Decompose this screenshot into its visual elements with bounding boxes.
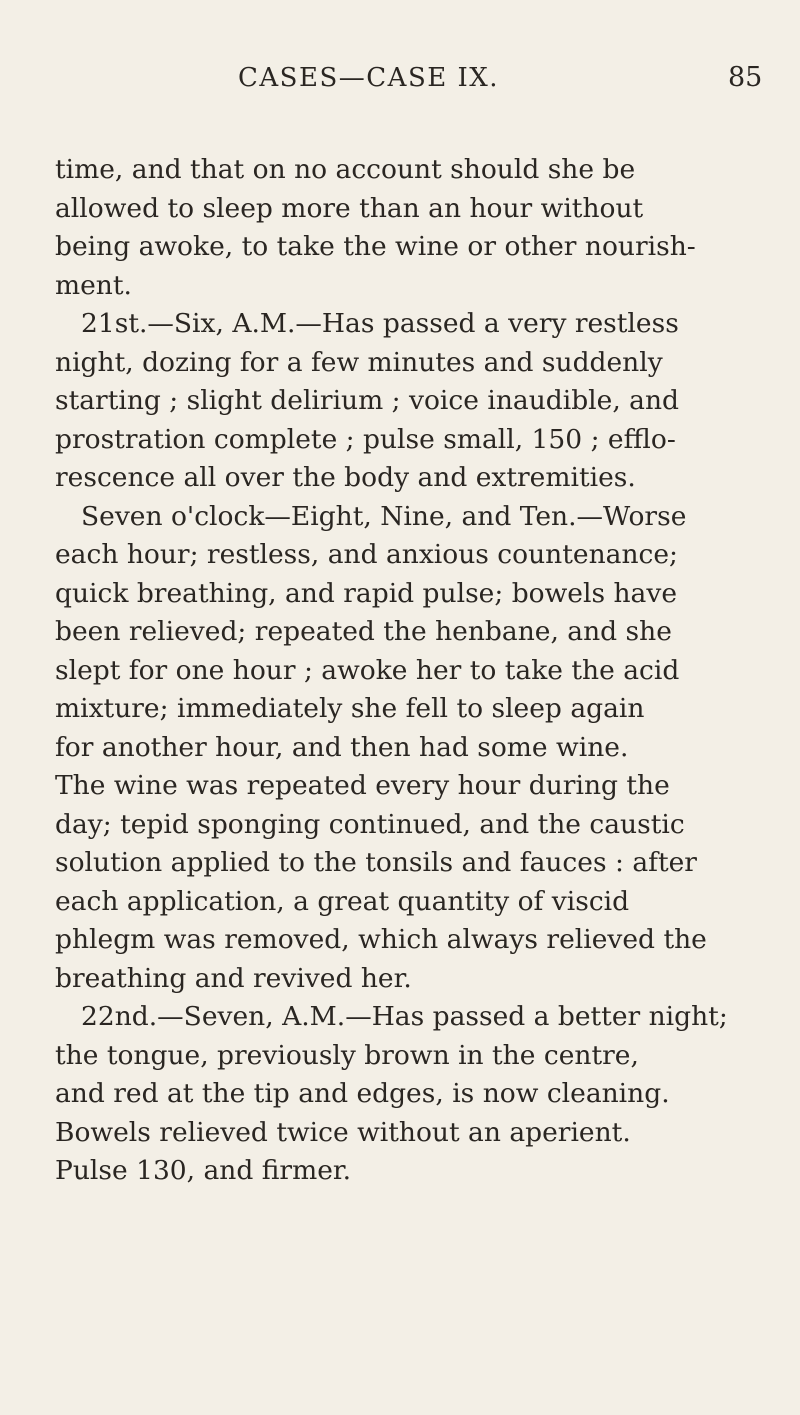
text-line: quick breathing, and rapid pulse; bowels have [55,577,677,609]
text-line: slept for one hour ; awoke her to take the acid [55,654,680,686]
text-line: being awoke, to take the wine or other nourish- [55,231,696,262]
text-line: and red at the tip and edges, is now cleaning. [55,1078,670,1109]
text-line: allowed to sleep more than an hour without [55,192,644,224]
text-line: phlegm was removed, which always relieved the [55,924,707,955]
text-line: starting ; slight delirium ; voice inaudible, and [55,385,680,416]
page-number: 85 [728,62,763,93]
running-head [0,58,800,98]
text-line: each application, a great quantity of viscid [55,885,630,917]
text-line: for another hour, and then had some wine. [55,731,629,763]
text-line: night, dozing for a few minutes and suddenly [55,346,663,378]
text-line: prostration complete ; pulse small, 150 ; efflo- [55,423,676,455]
text-line: Seven o'clock—Eight, Nine, and Ten.—Worse [81,500,687,532]
text-line: day; tepid sponging continued, and the caustic [55,808,685,840]
text-line: ment. [55,269,132,301]
text-line: The wine was repeated every hour during the [55,770,670,801]
text-line: time, and that on no account should she be [55,154,636,185]
text-line: the tongue, previously brown in the centre, [55,1039,639,1071]
body-text [55,151,795,1191]
text-line: mixture; immediately she fell to sleep again [55,693,645,724]
text-line: breathing and revived her. [55,962,412,994]
text-line: each hour; restless, and anxious countenance; [55,539,678,570]
text-line: Bowels relieved twice without an aperient. [55,1116,631,1148]
text-line: 22nd.—Seven, A.M.—Has passed a better night; [81,1001,728,1032]
text-line: 21st.—Six, A.M.—Has passed a very restless [81,308,679,339]
running-title: CASES—CASE IX. [238,63,500,93]
text-line: solution applied to the tonsils and fauces : after [55,847,697,878]
text-line: been relieved; repeated the henbane, and she [55,616,672,647]
text-line: Pulse 130, and firmer. [55,1155,352,1186]
text-line: rescence all over the body and extremities. [55,462,636,493]
